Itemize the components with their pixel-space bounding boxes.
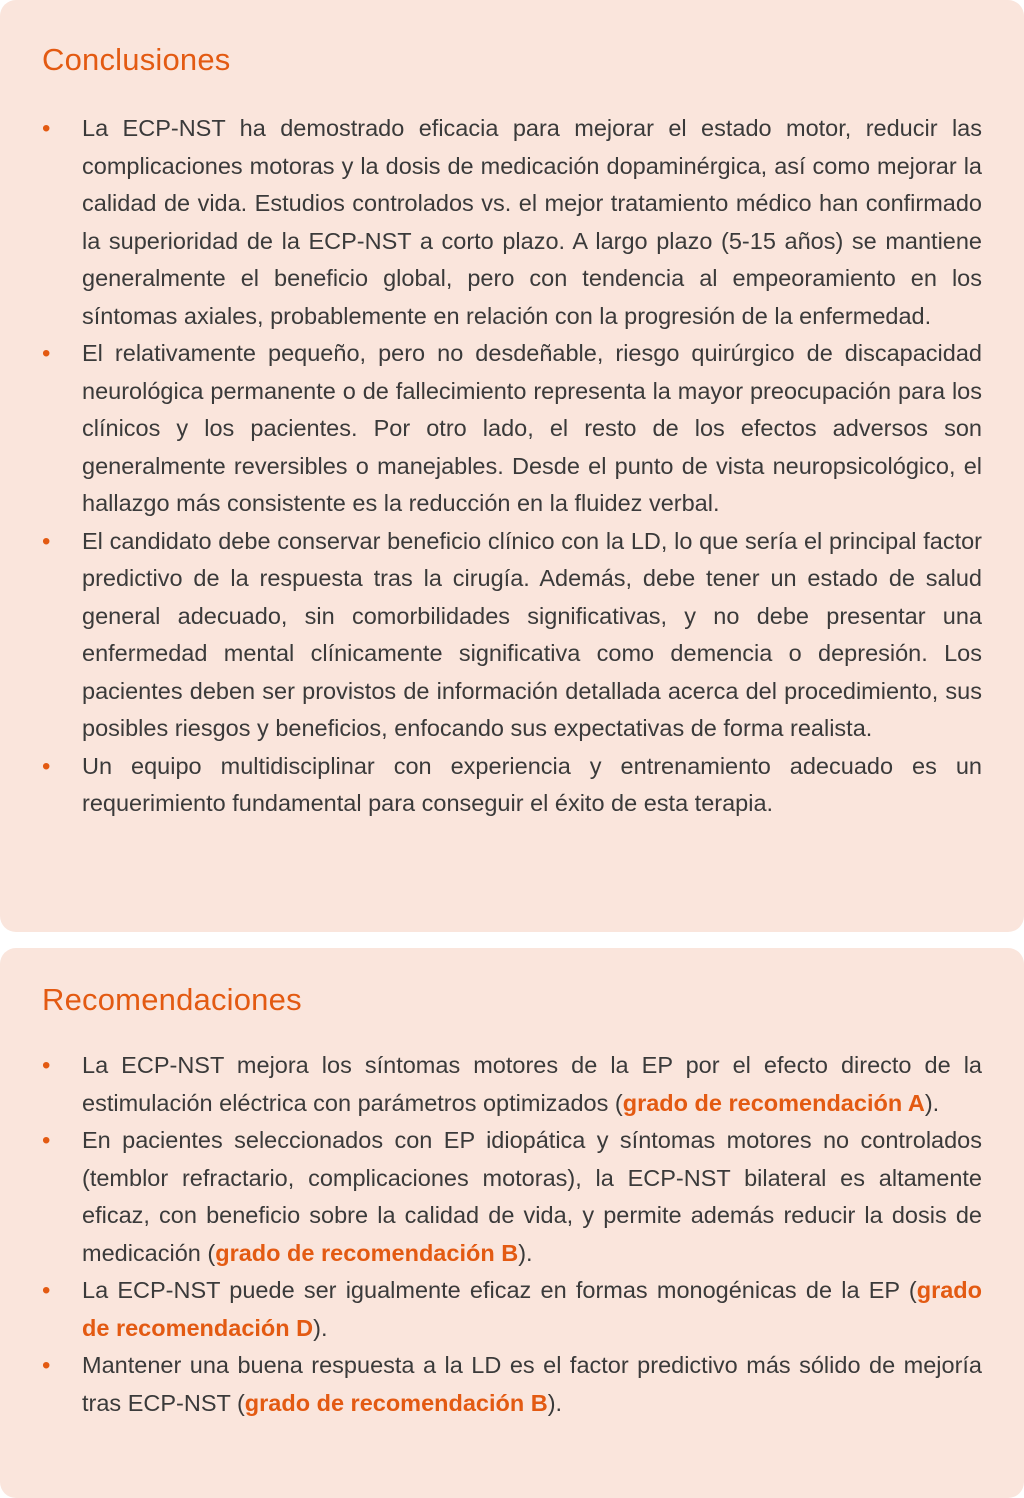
- conclusiones-item: [42, 523, 982, 748]
- recomendaciones-item-text: Mantener una buena respuesta a la LD es el factor predictivo más sólido de mejoría tras ECP-NST (: [82, 1352, 982, 1416]
- recomendaciones-item-after: ).: [518, 1239, 533, 1266]
- conclusiones-title: Conclusiones: [42, 42, 231, 77]
- recomendaciones-item-after: ).: [547, 1389, 563, 1416]
- bullet-icon: •: [42, 340, 51, 367]
- conclusiones-list: [42, 110, 982, 823]
- bullet-icon: •: [42, 527, 51, 555]
- recomendaciones-item: [42, 1122, 982, 1272]
- recomendaciones-item: [42, 1047, 982, 1122]
- recomendaciones-item-text: La ECP-NST mejora los síntomas motores de la EP por el efecto directo de la estimulación eléctrica con parámetros optimizados (: [82, 1052, 982, 1116]
- conclusiones-item-text: El relativamente pequeño, pero no desdeñable, riesgo quirúrgico de discapacidad neurológica permanente o de fallecimiento representa la mayor preocupación para los clínicos y los pacientes. Por otro lado, el resto de los efectos adversos son generalmente reversibles o manejables. Desde el punto de vista neuropsicológico, el hallazgo más consistente es la reducción en la fluidez verbal.: [82, 340, 982, 516]
- bullet-icon: •: [42, 1127, 51, 1154]
- bullet-icon: •: [42, 1052, 51, 1079]
- conclusiones-item-text: La ECP-NST ha demostrado eficacia para mejorar el estado motor, reducir las complicaciones motoras y la dosis de medicación dopaminérgica, así como mejorar la calidad de vida. Estudios controlados vs. el mejor tratamiento médico han confirmado la superioridad de la ECP-NST a corto plazo. A largo plazo (5-15 años) se mantiene generalmente el beneficio global, pero con tendencia al empeoramiento en los síntomas axiales, probablemente en relación con la progresión de la enfermedad.: [82, 115, 982, 329]
- conclusiones-item-text: Un equipo multidisciplinar con experiencia y entrenamiento adecuado es un requerimiento fundamental para conseguir el éxito de esta terapia.: [82, 752, 982, 816]
- recomendaciones-item-text: La ECP-NST puede ser igualmente eficaz en formas monogénicas de la EP (: [82, 1277, 917, 1303]
- bullet-icon: •: [42, 1352, 51, 1379]
- recomendaciones-item-after: ).: [924, 1089, 940, 1116]
- bullet-icon: •: [42, 115, 51, 142]
- conclusiones-item: [42, 110, 982, 335]
- conclusiones-item: [42, 748, 982, 823]
- recomendaciones-list: [42, 1047, 982, 1422]
- recomendaciones-box: [0, 948, 1024, 1498]
- grado-recomendacion: grado de recomendación B: [215, 1239, 519, 1266]
- grado-recomendacion: grado de recomendación D: [82, 1277, 982, 1341]
- bullet-icon: •: [42, 1277, 51, 1304]
- grado-recomendacion: grado de recomendación A: [622, 1089, 925, 1116]
- bullet-icon: •: [42, 752, 51, 780]
- conclusiones-item-text: El candidato debe conservar beneficio clínico con la LD, lo que sería el principal factor predictivo de la respuesta tras la cirugía. Además, debe tener un estado de salud general adecuado, sin comorbilidades significativas, y no debe presentar una enfermedad mental clínicamente significativa como demencia o depresión. Los pacientes deben ser provistos de información detallada acerca del procedimiento, sus posibles riesgos y beneficios, enfocando sus expectativas de forma realista.: [82, 527, 982, 741]
- recomendaciones-item: [42, 1347, 982, 1422]
- conclusiones-item: [42, 335, 982, 523]
- recomendaciones-item: [42, 1272, 982, 1347]
- recomendaciones-title: Recomendaciones: [42, 982, 302, 1017]
- grado-recomendacion: grado de recomendación B: [244, 1389, 548, 1416]
- recomendaciones-item-text: En pacientes seleccionados con EP idiopática y síntomas motores no controlados (temblor refractario, complicaciones motoras), la ECP-NST bilateral es altamente eficaz, con beneficio sobre la calidad de vida, y permite además reducir la dosis de medicación (: [82, 1127, 982, 1266]
- recomendaciones-item-after: ).: [313, 1314, 328, 1341]
